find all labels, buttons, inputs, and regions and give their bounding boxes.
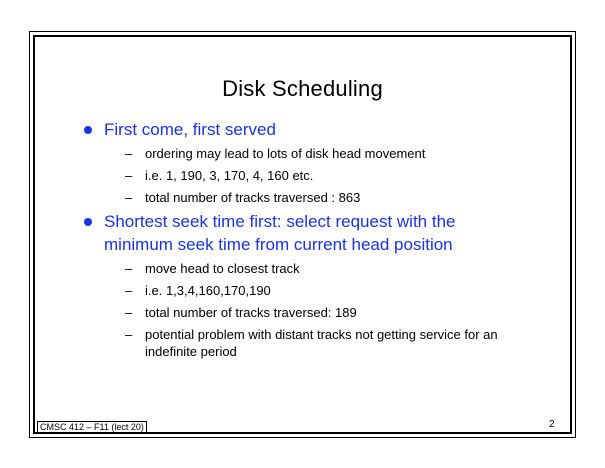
dash-icon: – xyxy=(125,283,133,298)
sub-item-text: ordering may lead to lots of disk head movement xyxy=(145,146,426,161)
sub-item-text: move head to closest track xyxy=(145,261,300,276)
dash-icon: – xyxy=(125,168,133,183)
bullet-dot-icon xyxy=(84,218,92,226)
slide-title: Disk Scheduling xyxy=(222,76,383,101)
sub-item-text: i.e. 1, 190, 3, 170, 4, 160 etc. xyxy=(145,168,314,183)
footer-course-label: CMSC 412 – F11 (lect 20) xyxy=(37,421,147,434)
sub-item-text: potential problem with distant tracks not getting service for an indefinite period xyxy=(145,327,498,359)
bullet-text: First come, first served xyxy=(104,120,276,139)
sub-item-text: i.e. 1,3,4,160,170,190 xyxy=(145,283,271,298)
dash-icon: – xyxy=(125,146,133,161)
sub-item-text: total number of tracks traversed: 189 xyxy=(145,305,357,320)
dash-icon: – xyxy=(125,305,133,320)
bullet-text: Shortest seek time first: select request with the minimum seek time from current head position xyxy=(104,212,456,254)
bullet-dot-icon xyxy=(84,126,92,134)
dash-icon: – xyxy=(125,190,133,205)
page-number: 2 xyxy=(549,419,555,430)
dash-icon: – xyxy=(125,327,133,342)
dash-icon: – xyxy=(125,261,133,276)
sub-item-text: total number of tracks traversed : 863 xyxy=(145,190,361,205)
